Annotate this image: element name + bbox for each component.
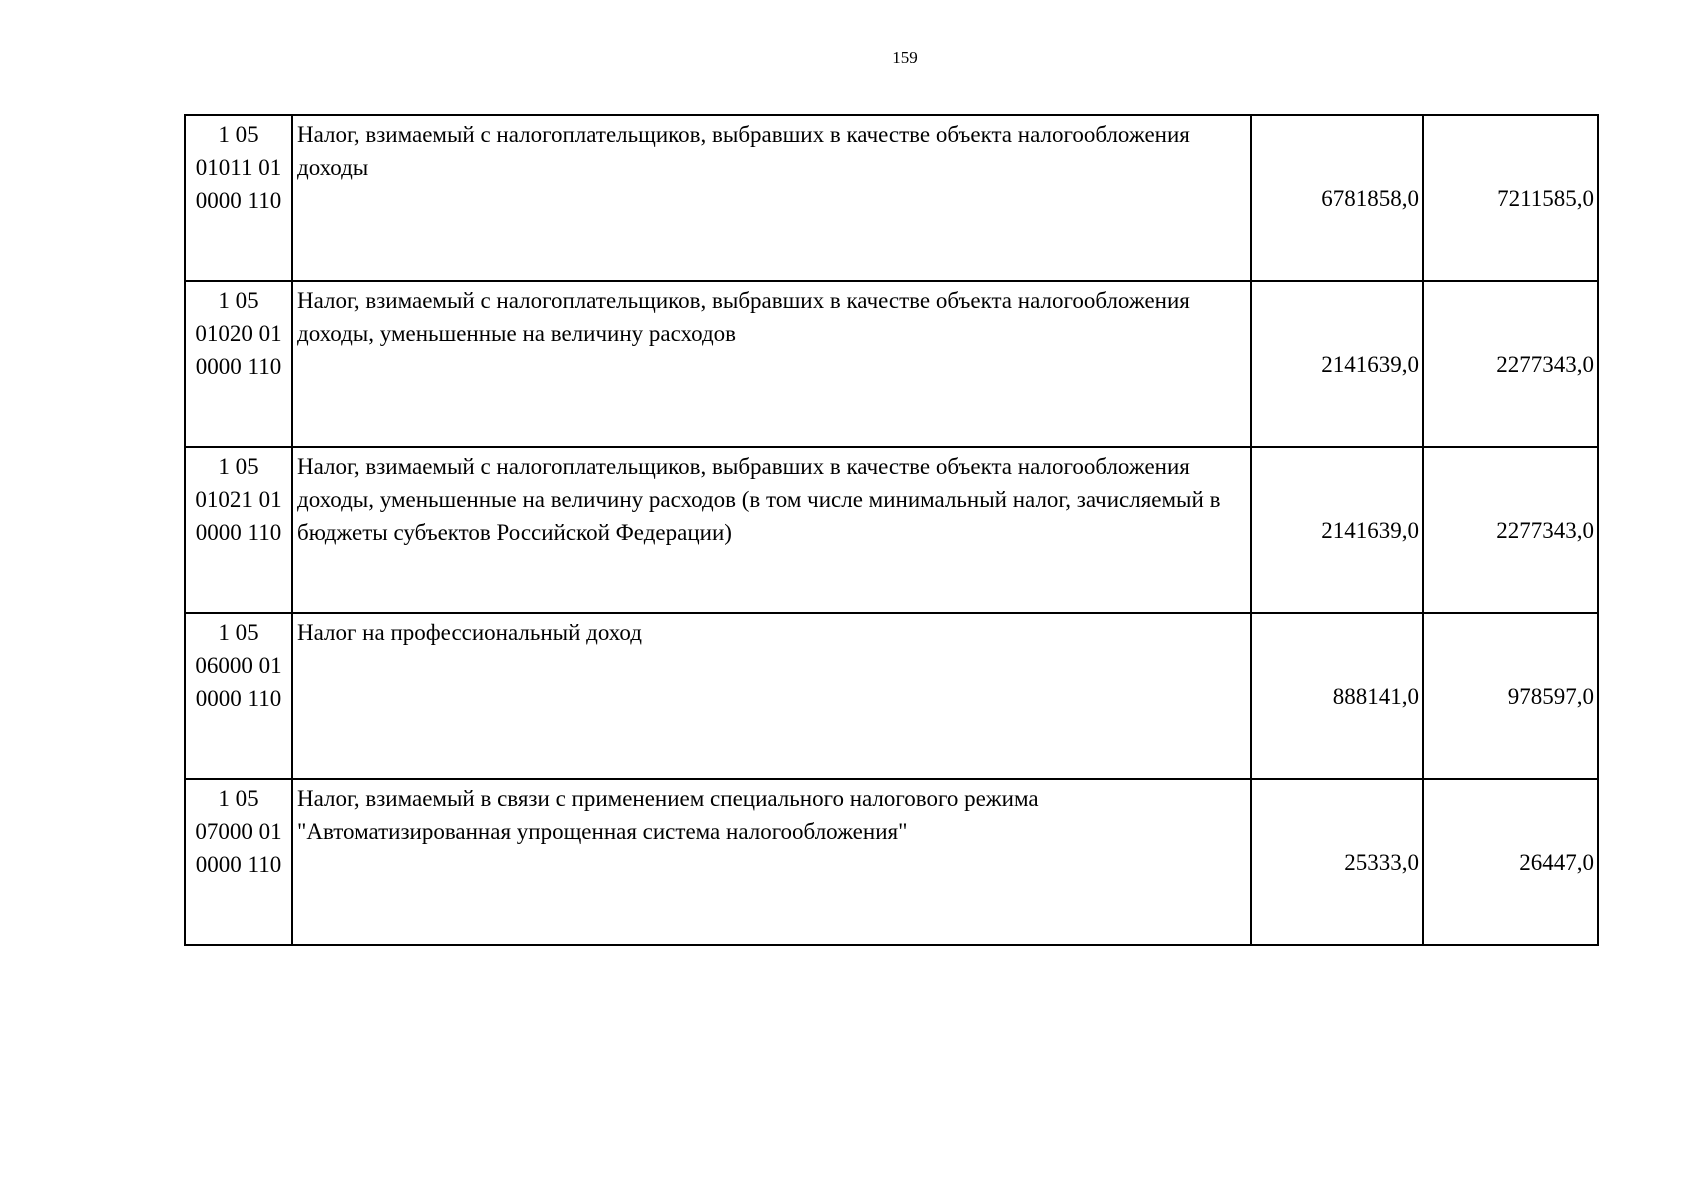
budget-code-line: 01021 01 bbox=[195, 487, 282, 512]
budget-code-cell bbox=[185, 281, 292, 447]
budget-code-line: 0000 110 bbox=[195, 188, 282, 213]
income-name-cell: Налог, взимаемый с налогоплательщиков, выбравших в качестве объекта налогообложения доходы, уменьшенные на величину расходов (в том числе минимальный налог, зачисляемый в бюджеты субъектов Российской Федерации) bbox=[292, 447, 1251, 613]
budget-code-line: 01011 01 bbox=[195, 155, 282, 180]
value-cell-1: 2141639,0 bbox=[1251, 447, 1423, 613]
table-row bbox=[185, 779, 1598, 945]
budget-code-cell bbox=[185, 447, 292, 613]
value-cell-1: 6781858,0 bbox=[1251, 115, 1423, 281]
budget-code-line: 1 05 bbox=[218, 454, 259, 479]
table-row bbox=[185, 281, 1598, 447]
page-number: 159 bbox=[892, 48, 918, 67]
income-name-cell: Налог, взимаемый с налогоплательщиков, выбравших в качестве объекта налогообложения доходы bbox=[292, 115, 1251, 281]
budget-code-cell bbox=[185, 613, 292, 779]
budget-code-line: 1 05 bbox=[218, 786, 259, 811]
income-name-cell: Налог, взимаемый в связи с применением специального налогового режима "Автоматизированная упрощенная система налогообложения" bbox=[292, 779, 1251, 945]
value-cell-2: 2277343,0 bbox=[1423, 447, 1598, 613]
budget-code-line: 1 05 bbox=[218, 122, 259, 147]
budget-table bbox=[184, 114, 1599, 946]
budget-code-line: 06000 01 bbox=[195, 653, 282, 678]
budget-code-line: 0000 110 bbox=[195, 520, 282, 545]
value-cell-2: 978597,0 bbox=[1423, 613, 1598, 779]
table-row bbox=[185, 613, 1598, 779]
table-row bbox=[185, 447, 1598, 613]
income-name-cell: Налог, взимаемый с налогоплательщиков, выбравших в качестве объекта налогообложения доходы, уменьшенные на величину расходов bbox=[292, 281, 1251, 447]
value-cell-1: 25333,0 bbox=[1251, 779, 1423, 945]
value-cell-1: 888141,0 bbox=[1251, 613, 1423, 779]
value-cell-2: 26447,0 bbox=[1423, 779, 1598, 945]
income-name-cell: Налог на профессиональный доход bbox=[292, 613, 1251, 779]
budget-code-cell bbox=[185, 779, 292, 945]
budget-code-line: 01020 01 bbox=[195, 321, 282, 346]
value-cell-1: 2141639,0 bbox=[1251, 281, 1423, 447]
value-cell-2: 7211585,0 bbox=[1423, 115, 1598, 281]
table-row bbox=[185, 115, 1598, 281]
budget-code-line: 0000 110 bbox=[195, 354, 282, 379]
budget-code-line: 07000 01 bbox=[195, 819, 282, 844]
budget-code-line: 0000 110 bbox=[195, 686, 282, 711]
budget-code-line: 0000 110 bbox=[195, 852, 282, 877]
budget-code-line: 1 05 bbox=[218, 288, 259, 313]
value-cell-2: 2277343,0 bbox=[1423, 281, 1598, 447]
budget-code-line: 1 05 bbox=[218, 620, 259, 645]
budget-code-cell bbox=[185, 115, 292, 281]
